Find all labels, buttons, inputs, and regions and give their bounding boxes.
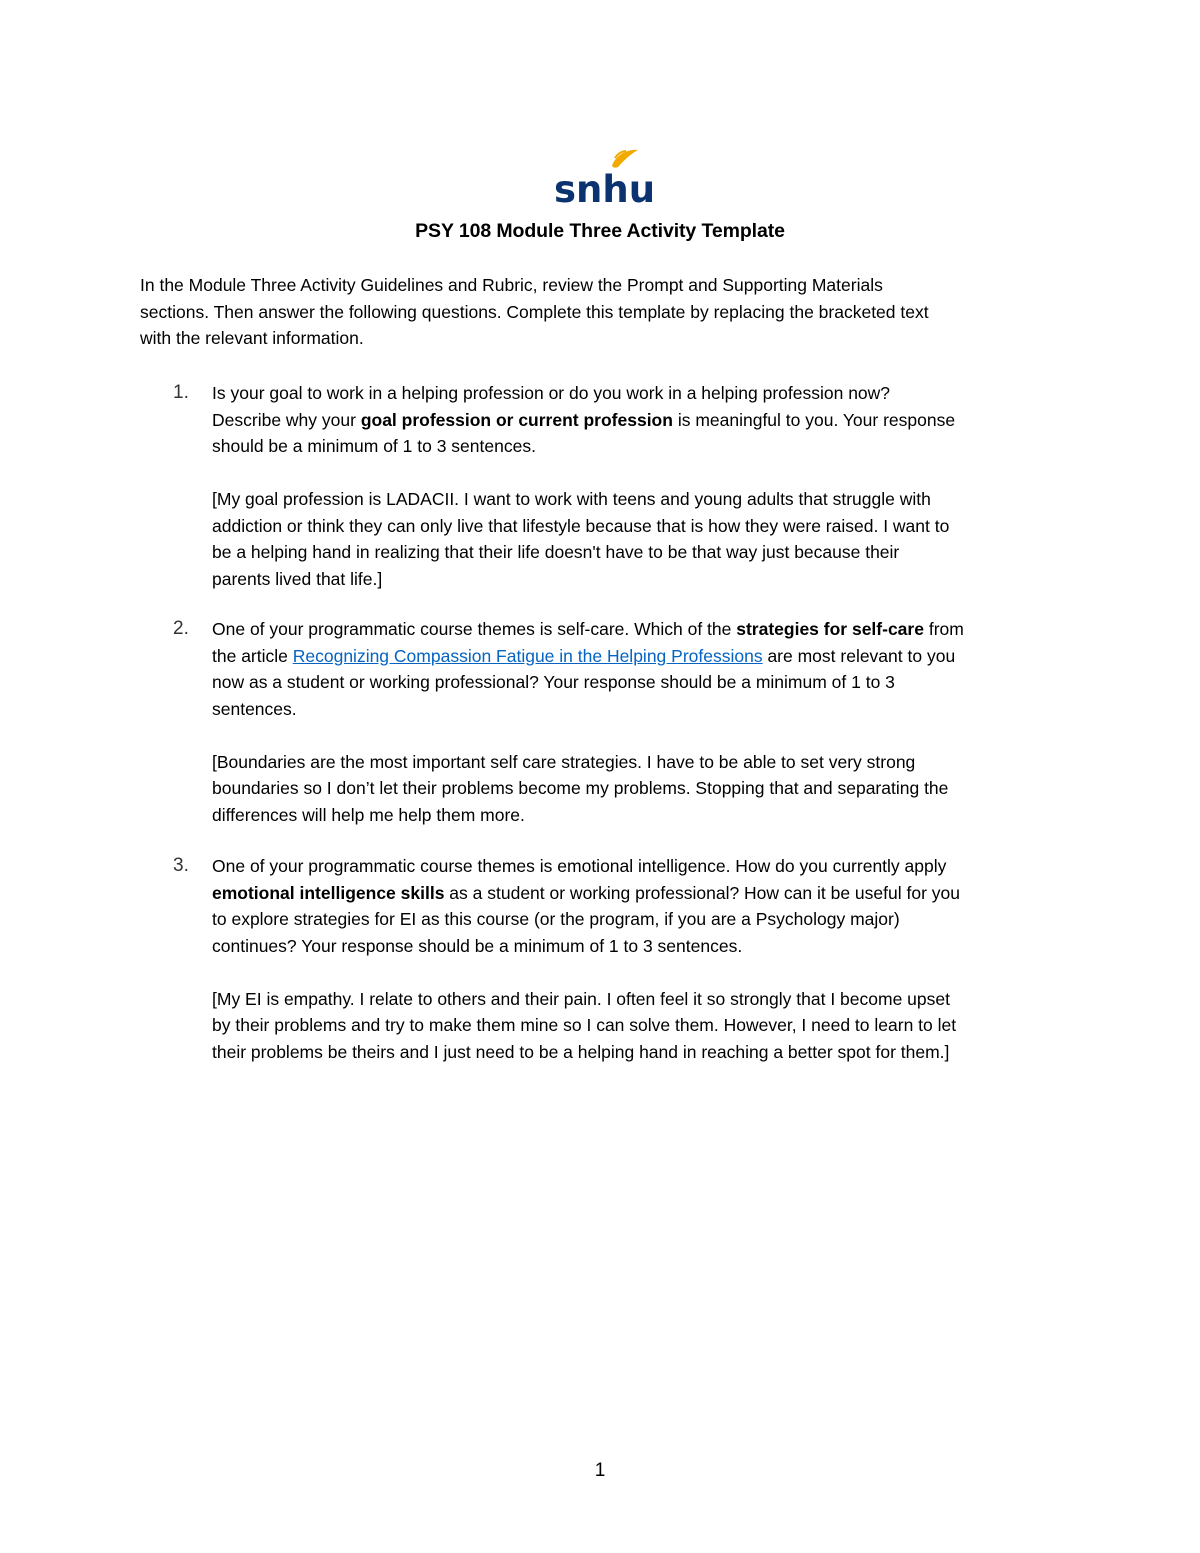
question-prompt (212, 616, 1062, 722)
intro-line: In the Module Three Activity Guidelines and Rubric, review the Prompt and Supporting Materials (140, 275, 883, 295)
answer-text (212, 749, 1072, 829)
question-line: Is your goal to work in a helping profession or do you work in a helping profession now? (212, 383, 891, 403)
question-line: continues? Your response should be a minimum of 1 to 3 sentences. (212, 935, 743, 956)
answer-text (212, 486, 1072, 592)
answer-line: by their problems and try to make them mine so I can solve them. However, I need to learn to let (212, 1015, 957, 1035)
question-text: from (923, 619, 964, 639)
answer-line: be a helping hand in realizing that their life doesn't have to be that way just because their (212, 542, 900, 562)
snhu-logo (552, 146, 656, 211)
answer-line: [My EI is empathy. I relate to others and their pain. I often feel it so strongly that I become upset (212, 988, 950, 1009)
question-text: the article (212, 645, 293, 666)
question-line: sentences. (212, 698, 297, 719)
answer-line: boundaries so I don’t let their problems become my problems. Stopping that and separating the (212, 778, 949, 798)
question-number: 2. (173, 618, 189, 639)
question-text: One of your programmatic course themes is self-care. Which of the (212, 619, 737, 639)
logo-text: snhu (554, 168, 656, 211)
question-1 (140, 380, 1060, 592)
snhu-logo-graphic (552, 146, 656, 211)
question-line (212, 880, 1062, 907)
intro-paragraph (140, 272, 1060, 352)
article-link[interactable]: Recognizing Compassion Fatigue in the Helping Professions (292, 645, 763, 666)
question-2 (140, 616, 1060, 828)
question-line (212, 407, 1062, 434)
question-emphasis: goal profession or current profession (360, 409, 673, 430)
question-number: 1. (173, 382, 189, 403)
question-line (212, 616, 1062, 643)
question-text: as a student or working professional? How can it be useful for you (444, 882, 960, 903)
page-title: PSY 108 Module Three Activity Template (415, 220, 785, 242)
answer-text (212, 986, 1072, 1066)
question-prompt (212, 380, 1062, 460)
question-prompt (212, 853, 1062, 959)
question-emphasis: emotional intelligence skills (212, 882, 445, 903)
question-emphasis: strategies for self-care (736, 619, 924, 639)
page-number: 1 (594, 1460, 606, 1481)
question-number: 3. (173, 855, 189, 876)
answer-line: differences will help me help them more. (212, 804, 525, 825)
question-3 (140, 853, 1060, 1065)
question-line: to explore strategies for EI as this course (or the program, if you are a Psychology major) (212, 909, 900, 929)
intro-line: with the relevant information. (140, 328, 364, 348)
intro-line: sections. Then answer the following questions. Complete this template by replacing the bracketed text (140, 301, 929, 322)
question-text: is meaningful to you. Your response (672, 409, 956, 430)
answer-line: [My goal profession is LADACII. I want to work with teens and young adults that struggle with (212, 489, 931, 509)
question-line: now as a student or working professional? Your response should be a minimum of 1 to 3 (212, 672, 895, 692)
question-line: should be a minimum of 1 to 3 sentences. (212, 436, 536, 456)
question-line (212, 643, 1062, 670)
question-line: One of your programmatic course themes is emotional intelligence. How do you currently apply (212, 856, 947, 876)
question-text: are most relevant to you (762, 645, 956, 666)
answer-line: addiction or think they can only live that lifestyle because that is how they were raised. I want to (212, 515, 950, 536)
answer-line: their problems be theirs and I just need to be a helping hand in reaching a better spot for them.] (212, 1041, 950, 1062)
answer-line: parents lived that life.] (212, 568, 383, 589)
question-text: Describe why your (212, 409, 361, 430)
answer-line: [Boundaries are the most important self care strategies. I have to be able to set very strong (212, 751, 916, 772)
